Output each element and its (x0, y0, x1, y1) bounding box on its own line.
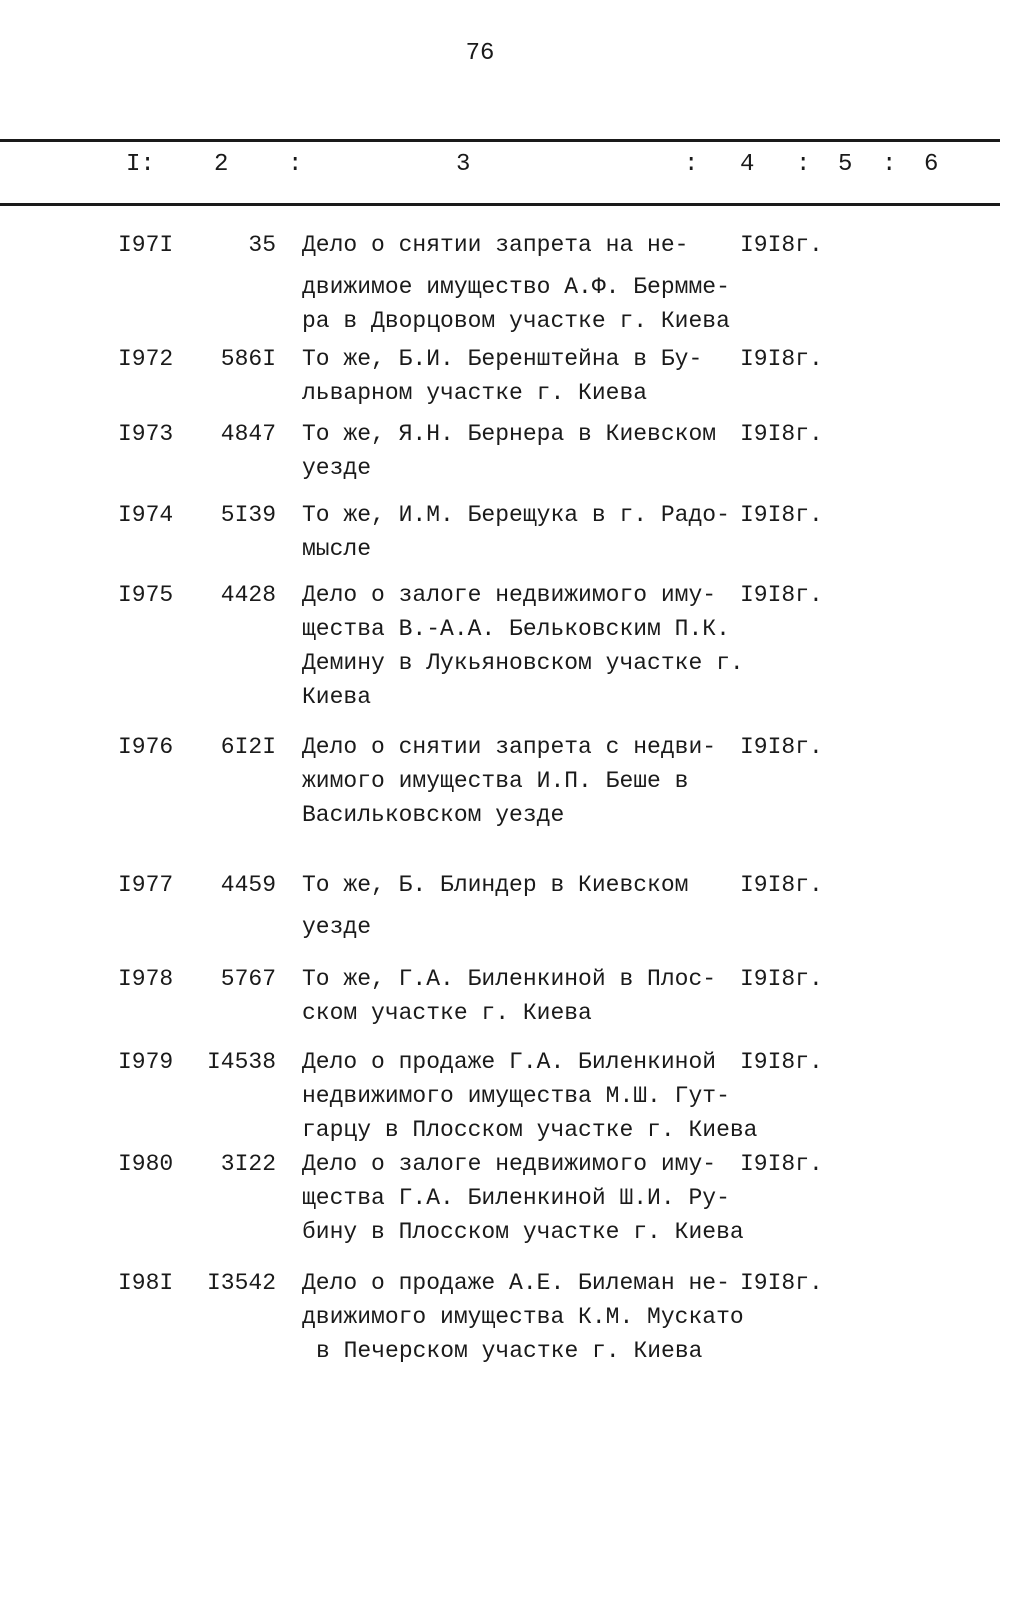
description-line: ском участке г. Киева (302, 1000, 592, 1026)
entry-reference: 586I (220, 346, 276, 372)
column-header-4: 4 (740, 151, 755, 178)
description-line: бину в Плосском участке г. Киева (302, 1219, 744, 1245)
entry-description (302, 868, 732, 944)
description-line: щества В.-А.А. Бельковским П.К. (302, 616, 730, 642)
entry-reference: 5I39 (220, 502, 276, 528)
description-line: в Печерском участке г. Киева (316, 1338, 703, 1364)
entry-description (302, 342, 732, 410)
description-line: уезде (302, 914, 372, 940)
entry-year: I9I8г. (740, 421, 823, 447)
column-separator: : (684, 151, 699, 178)
description-line: жимого имущества И.П. Беше в (302, 768, 689, 794)
entry-year: I9I8г. (740, 232, 823, 258)
entry-number: I980 (118, 1151, 174, 1177)
description-line: То же, Г.А. Биленкиной в Плос- (302, 966, 717, 992)
description-line: недвижимого имущества М.Ш. Гут- (302, 1083, 730, 1109)
entry-description (302, 417, 732, 485)
entry-year: I9I8г. (740, 872, 823, 898)
entry-year: I9I8г. (740, 502, 823, 528)
column-header-5: 5 (838, 151, 853, 178)
entry-year: I9I8г. (740, 966, 823, 992)
description-line: движимого имущества К.М. Мускато (302, 1304, 744, 1330)
entry-year: I9I8г. (740, 1151, 823, 1177)
entry-number: I975 (118, 582, 174, 608)
entry-year: I9I8г. (740, 346, 823, 372)
entry-description (302, 1147, 744, 1249)
column-separator: : (882, 151, 897, 178)
description-line: То же, Б. Блиндер в Киевском (302, 872, 689, 898)
entry-year: I9I8г. (740, 582, 823, 608)
description-line: То же, И.М. Берещука в г. Радо- (302, 502, 730, 528)
entry-reference: 6I2I (220, 734, 276, 760)
description-line: гарцу в Плосском участке г. Киева (302, 1117, 758, 1143)
column-header-1: I: (126, 151, 155, 178)
description-line: Дело о залоге недвижимого иму- (302, 582, 717, 608)
entry-reference: 3I22 (220, 1151, 276, 1177)
description-line: движимое имущество А.Ф. Бермме- (302, 274, 730, 300)
entry-number: I972 (118, 346, 174, 372)
column-header-6: 6 (924, 151, 939, 178)
description-line: уезде (302, 455, 372, 481)
description-line: Дело о снятии запрета с недви- (302, 734, 717, 760)
entry-description (302, 228, 732, 338)
column-header-3: 3 (456, 151, 471, 178)
description-line: Дело о снятии запрета на не- (302, 232, 689, 258)
entry-number: I974 (118, 502, 174, 528)
column-separator: : (796, 151, 811, 178)
entry-reference: 4428 (220, 582, 276, 608)
description-line: Дело о продаже Г.А. Биленкиной (302, 1049, 717, 1075)
entry-description (302, 962, 732, 1030)
entry-number: I973 (118, 421, 174, 447)
page-number: 76 (465, 40, 495, 67)
entry-description (302, 498, 732, 566)
entry-year: I9I8г. (740, 734, 823, 760)
entry-number: I979 (118, 1049, 174, 1075)
entry-reference: 5767 (220, 966, 276, 992)
entry-description (302, 1045, 758, 1147)
entry-reference: 4459 (220, 872, 276, 898)
column-header-2: 2 (214, 151, 229, 178)
entry-year: I9I8г. (740, 1270, 823, 1296)
entry-year: I9I8г. (740, 1049, 823, 1075)
entry-reference: 35 (248, 232, 276, 258)
entry-number: I977 (118, 872, 174, 898)
entry-number: I976 (118, 734, 174, 760)
entry-description (302, 730, 732, 832)
description-line: щества Г.А. Биленкиной Ш.И. Ру- (302, 1185, 730, 1211)
description-line: льварном участке г. Киева (302, 380, 648, 406)
entry-reference: I4538 (206, 1049, 276, 1075)
entry-description (302, 1266, 744, 1368)
description-line: То же, Б.И. Беренштейна в Бу- (302, 346, 703, 372)
description-line: мысле (302, 536, 372, 562)
description-line: Дело о продаже А.Е. Билеман не- (302, 1270, 730, 1296)
entry-reference: 4847 (220, 421, 276, 447)
entry-number: I978 (118, 966, 174, 992)
description-line: Демину в Лукьяновском участке г. (302, 650, 744, 676)
column-separator: : (288, 151, 303, 178)
entry-number: I97I (118, 232, 174, 258)
description-line: Киева (302, 684, 372, 710)
entry-description (302, 578, 744, 714)
description-line: То же, Я.Н. Бернера в Киевском (302, 421, 717, 447)
description-line: Дело о залоге недвижимого иму- (302, 1151, 717, 1177)
description-line: ра в Дворцовом участке г. Киева (302, 308, 730, 334)
entry-reference: I3542 (206, 1270, 276, 1296)
description-line: Васильковском уезде (302, 802, 565, 828)
entry-number: I98I (118, 1270, 174, 1296)
